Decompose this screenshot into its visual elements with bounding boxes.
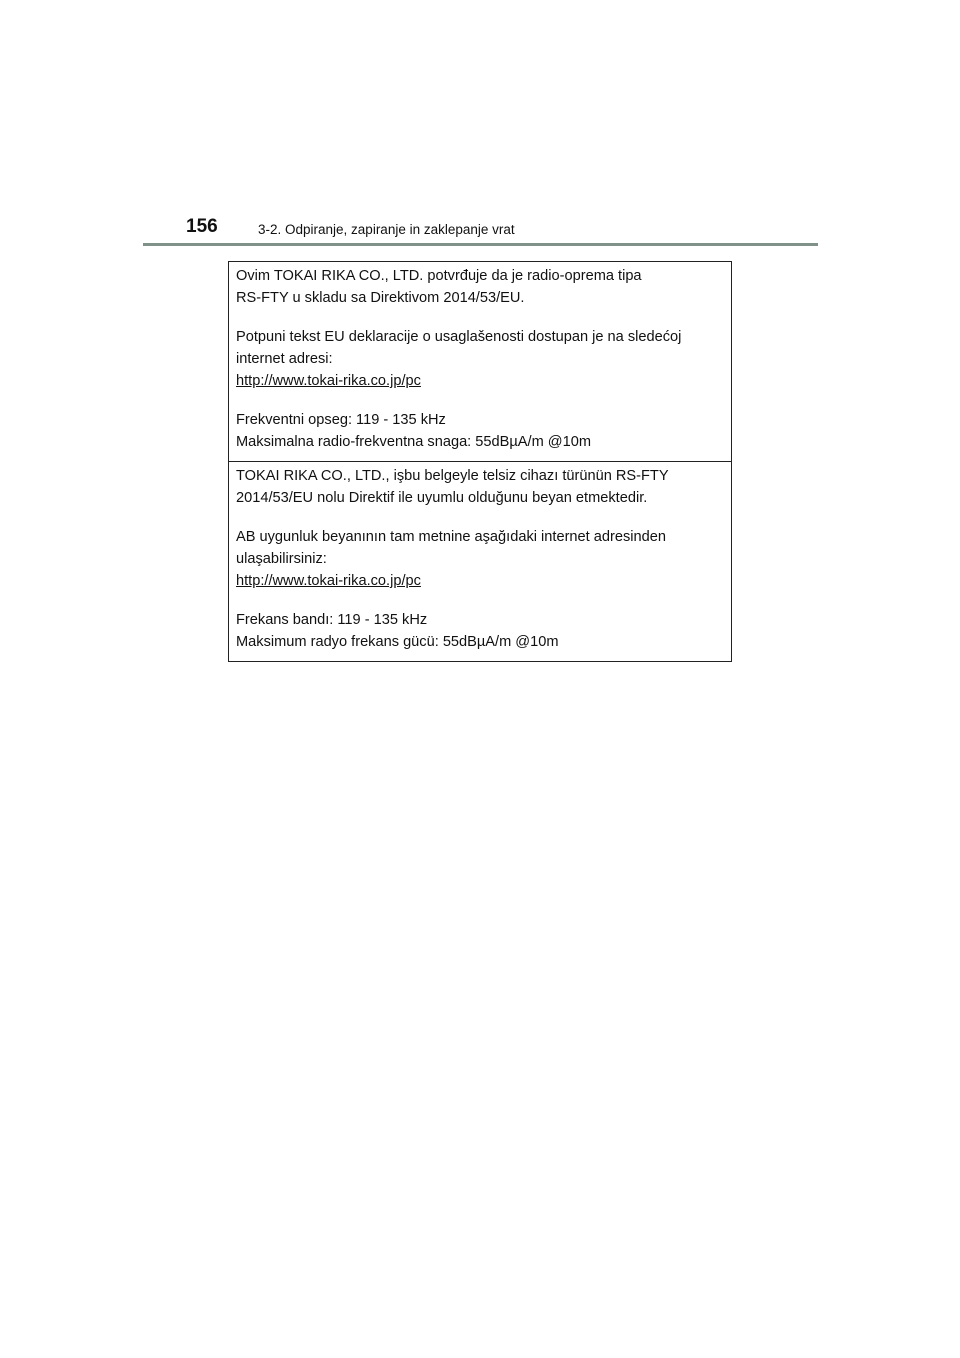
declaration-box xyxy=(228,261,732,662)
section-title: 3-2. Odpiranje, zapiranje in zaklepanje vrat xyxy=(258,222,515,237)
turkish-line-1: TOKAI RIKA CO., LTD., işbu belgeyle telsiz cihazı türünün RS-FTY xyxy=(236,468,669,484)
declaration-serbian xyxy=(229,262,731,461)
serbian-line-3: Potpuni tekst EU deklaracije o usaglašenosti dostupan je na sledećoj xyxy=(236,329,682,345)
spacer xyxy=(236,509,724,526)
turkish-frequency-band: Frekans bandı: 119 - 135 kHz xyxy=(236,612,428,628)
serbian-frequency-range: Frekventni opseg: 119 - 135 kHz xyxy=(236,412,446,428)
turkish-line-3: AB uygunluk beyanının tam metnine aşağıdaki internet adresinden xyxy=(236,529,666,545)
serbian-url-link[interactable]: http://www.tokai-rika.co.jp/pc xyxy=(236,373,421,389)
spacer xyxy=(236,309,724,326)
serbian-line-2: RS-FTY u skladu sa Direktivom 2014/53/EU. xyxy=(236,290,525,306)
turkish-url-link[interactable]: http://www.tokai-rika.co.jp/pc xyxy=(236,573,421,589)
serbian-line-1: Ovim TOKAI RIKA CO., LTD. potvrđuje da je radio-oprema tipa xyxy=(236,268,642,284)
serbian-max-power: Maksimalna radio-frekventna snaga: 55dBµA/m @10m xyxy=(236,434,591,450)
serbian-line-4: internet adresi: xyxy=(236,351,333,367)
declaration-turkish xyxy=(229,461,731,661)
page-number: 156 xyxy=(186,216,218,237)
turkish-line-4: ulaşabilirsiniz: xyxy=(236,551,327,567)
turkish-line-2: 2014/53/EU nolu Direktif ile uyumlu olduğunu beyan etmektedir. xyxy=(236,490,648,506)
spacer xyxy=(236,392,724,409)
spacer xyxy=(236,592,724,609)
turkish-max-power: Maksimum radyo frekans gücü: 55dBµA/m @10m xyxy=(236,634,559,650)
header-divider xyxy=(143,243,818,246)
